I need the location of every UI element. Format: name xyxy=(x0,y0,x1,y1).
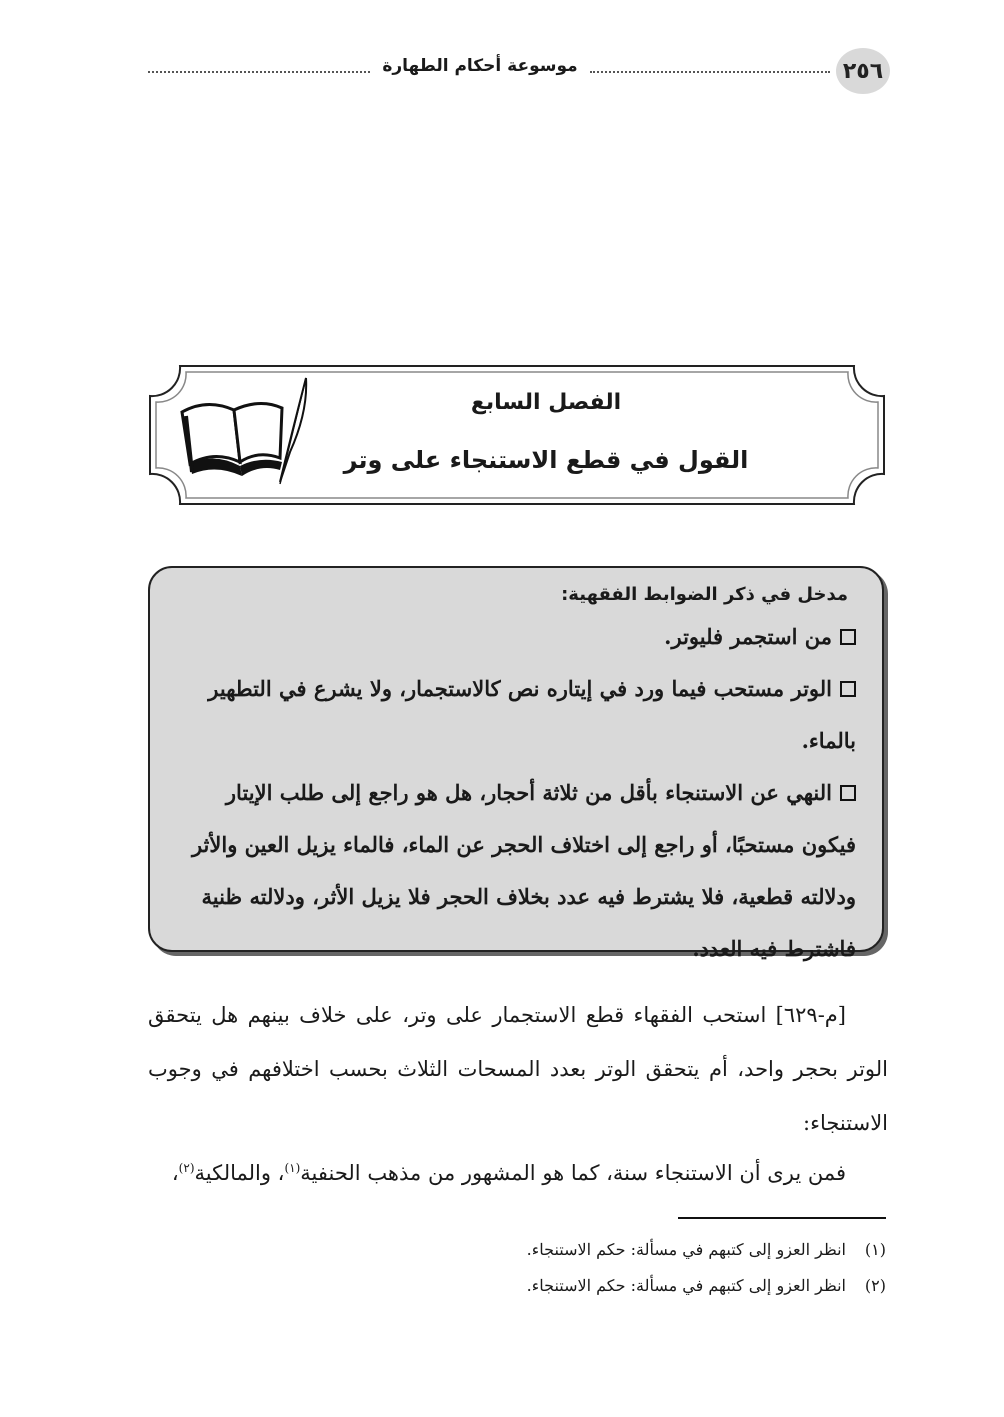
rule-text: من استجمر فليوتر. xyxy=(664,624,832,649)
chapter-subtitle: القول في قطع الاستنجاء على وتر xyxy=(343,446,749,474)
running-title: موسوعة أحكام الطهارة xyxy=(382,56,578,76)
body-text: ، xyxy=(171,1161,179,1185)
body-text: ، والمالكية xyxy=(194,1161,285,1185)
header-dotted-rule-right xyxy=(590,71,830,73)
footnote-item xyxy=(286,1232,886,1268)
footnotes xyxy=(286,1232,886,1304)
footnote-text: انظر العزو إلى كتبهم في مسألة: حكم الاستنجاء. xyxy=(526,1240,846,1259)
book-and-quill-icon xyxy=(162,372,310,490)
footnote-ref: (٢) xyxy=(178,1161,195,1175)
footnote-number: (٢) xyxy=(864,1276,886,1295)
rule-text-line: النهي عن الاستنجاء بأقل من ثلاثة أحجار، هل هو راجع إلى طلب الإيتار xyxy=(225,780,832,805)
rule-text: الوتر مستحب فيما ورد في إيتاره نص كالاستجمار، ولا يشرع في التطهير بالماء. xyxy=(208,676,856,753)
footnote-number: (١) xyxy=(864,1240,886,1259)
checkbox-icon xyxy=(840,629,856,645)
checkbox-icon xyxy=(840,681,856,697)
checkbox-icon xyxy=(840,785,856,801)
rule-text-line: فاشترط فيه العدد. xyxy=(692,936,856,961)
body-text: فمن يرى أن الاستنجاء سنة، كما هو المشهور من مذهب الحنفية xyxy=(300,1161,846,1185)
rule-item xyxy=(172,663,856,767)
page-number: ٢٥٦ xyxy=(836,48,890,94)
rule-item xyxy=(172,611,856,663)
footnote-text: انظر العزو إلى كتبهم في مسألة: حكم الاستنجاء. xyxy=(526,1276,846,1295)
page-header xyxy=(148,48,890,94)
rule-text-line: ودلالته قطعية، فلا يشترط فيه عدد بخلاف الحجر فلا يزيل الأثر، ودلالته ظنية xyxy=(201,884,856,909)
footnote-ref: (١) xyxy=(284,1161,301,1175)
rule-item xyxy=(172,767,856,975)
body-paragraph: [م-٦٢٩] استحب الفقهاء قطع الاستجمار على وتر، على خلاف بينهم هل يتحقق الوتر بحجر واحد، أم يتحقق الوتر بعدد المسحات الثلاث بحسب اختلافهم في وجوب الاستنجاء: xyxy=(148,1003,888,1135)
intro-rules-box xyxy=(148,566,884,961)
chapter-title-frame xyxy=(146,362,888,508)
rule-text-line: فيكون مستحبًا، أو راجع إلى اختلاف الحجر عن الماء، فالماء يزيل العين والأثر xyxy=(191,832,856,857)
footnote-separator xyxy=(678,1217,886,1219)
footnote-item xyxy=(286,1268,886,1304)
chapter-title: الفصل السابع xyxy=(470,390,622,415)
header-dotted-rule-left xyxy=(148,71,370,73)
body-paragraph xyxy=(148,1146,888,1200)
intro-heading: مدخل في ذكر الضوابط الفقهية: xyxy=(561,584,848,605)
